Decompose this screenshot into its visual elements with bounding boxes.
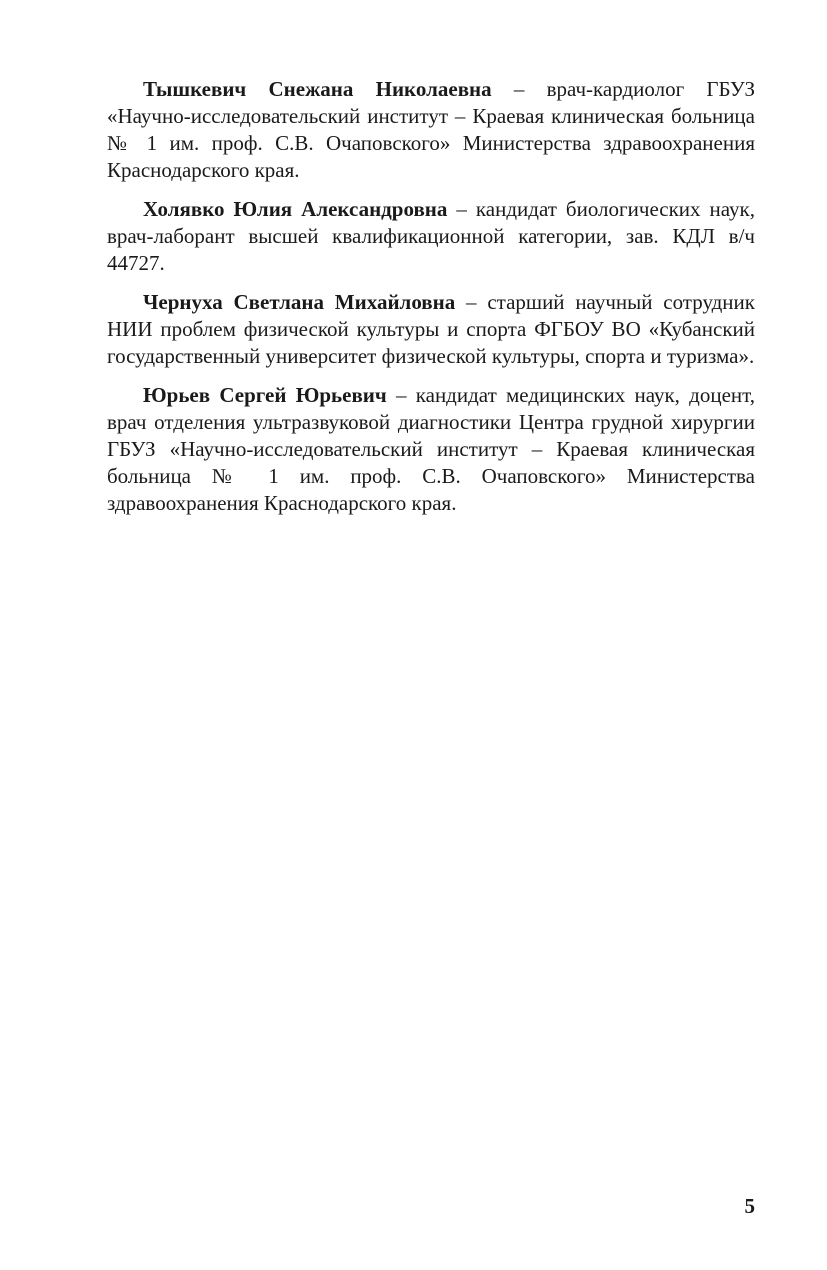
author-entry-yuryev: [107, 382, 755, 517]
author-description: – кандидат биологических наук, врач-лаборант высшей квалификационной категории, зав. КДЛ в/ч 44727.: [107, 197, 755, 275]
page-number: 5: [744, 1194, 755, 1218]
author-description: – старший научный сотрудник НИИ проблем физической культуры и спорта ФГБОУ ВО «Кубанский государственный университет физической культуры, спорта и туризма».: [107, 290, 755, 368]
author-entry-kholyavko: [107, 196, 755, 277]
author-description: – врач-кардиолог ГБУЗ «Научно-исследовательский институт – Краевая клиническая больница № 1 им. проф. С.В. Очаповского» Министерства здравоохранения Краснодарского края.: [107, 77, 755, 182]
author-entry-chernukha: [107, 289, 755, 370]
author-name: Холявко Юлия Александровна: [143, 197, 448, 221]
author-name: Чернуха Светлана Михайловна: [143, 290, 456, 314]
author-name: Юрьев Сергей Юрьевич: [143, 383, 387, 407]
author-description: – кандидат медицинских наук, доцент, врач отделения ультразвуковой диагностики Центра грудной хирургии ГБУЗ «Научно-исследовательский институт – Краевая клиническая больница № 1 им. проф. С.В. Очаповского» Министерства здравоохранения Краснодарского края.: [107, 383, 755, 515]
author-list: [107, 76, 755, 529]
author-entry-tyshkevich: [107, 76, 755, 184]
author-name: Тышкевич Снежана Николаевна: [143, 77, 492, 101]
